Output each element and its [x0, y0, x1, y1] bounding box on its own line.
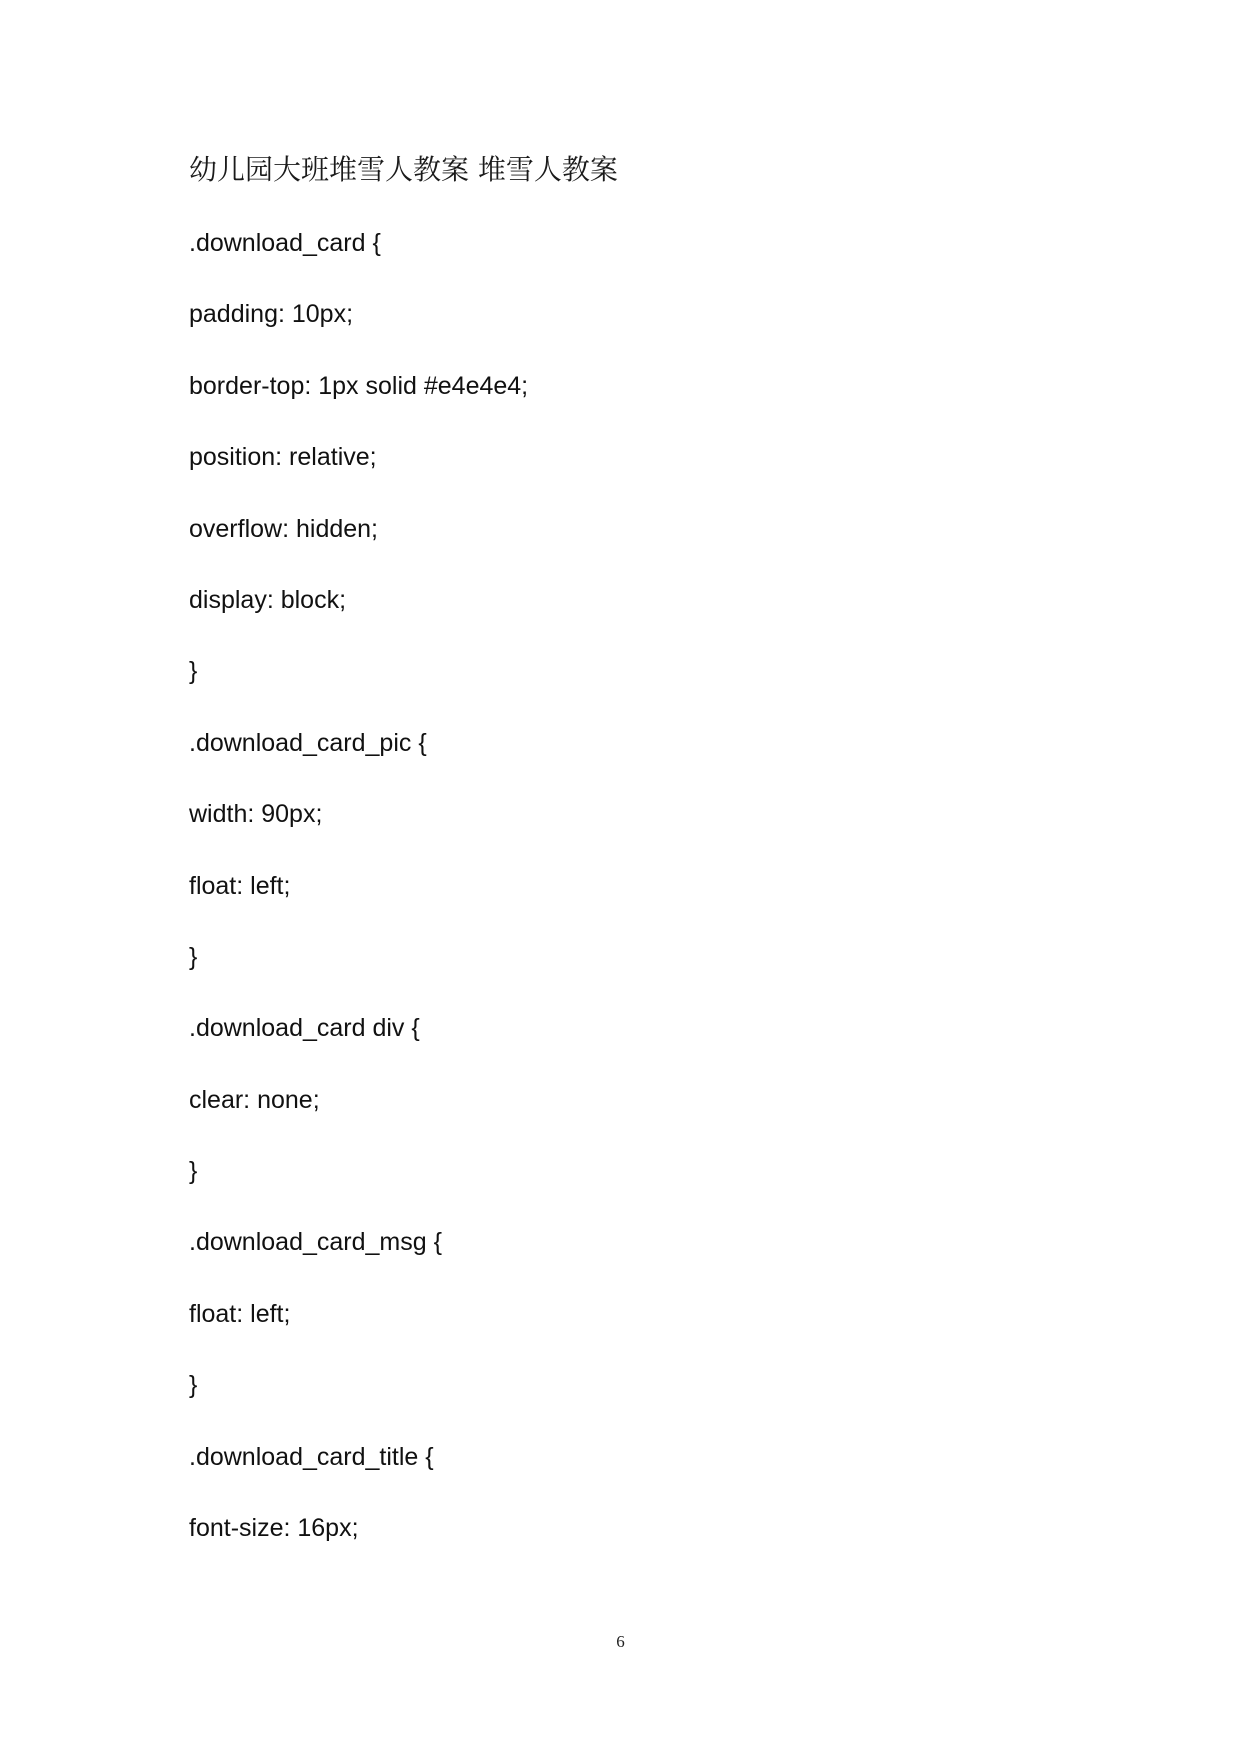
code-line: .download_card { [189, 229, 381, 257]
code-line: .download_card_pic { [189, 728, 427, 757]
code-line: .download_card div { [189, 1014, 420, 1043]
code-line: overflow: hidden; [189, 514, 379, 543]
code-line: .download_card_title { [189, 1442, 434, 1471]
code-line: float: left; [189, 871, 291, 900]
code-line: } [189, 942, 198, 971]
code-line: width: 90px; [189, 800, 323, 829]
code-line: display: block; [189, 585, 347, 614]
code-line: clear: none; [189, 1085, 320, 1114]
code-line: border-top: 1px solid #e4e4e4; [189, 371, 529, 400]
code-line: font-size: 16px; [189, 1514, 359, 1543]
code-line: float: left; [189, 1299, 291, 1328]
code-line: position: relative; [189, 443, 377, 472]
code-line: } [189, 657, 198, 686]
code-line: } [189, 1157, 198, 1186]
code-block [189, 223, 528, 1579]
code-line: .download_card_msg { [189, 1228, 442, 1257]
code-line: padding: 10px; [189, 300, 354, 329]
page-number: 6 [616, 1632, 625, 1651]
code-line: } [189, 1371, 198, 1400]
document-title: 幼儿园大班堆雪人教案 堆雪人教案 [189, 153, 618, 186]
